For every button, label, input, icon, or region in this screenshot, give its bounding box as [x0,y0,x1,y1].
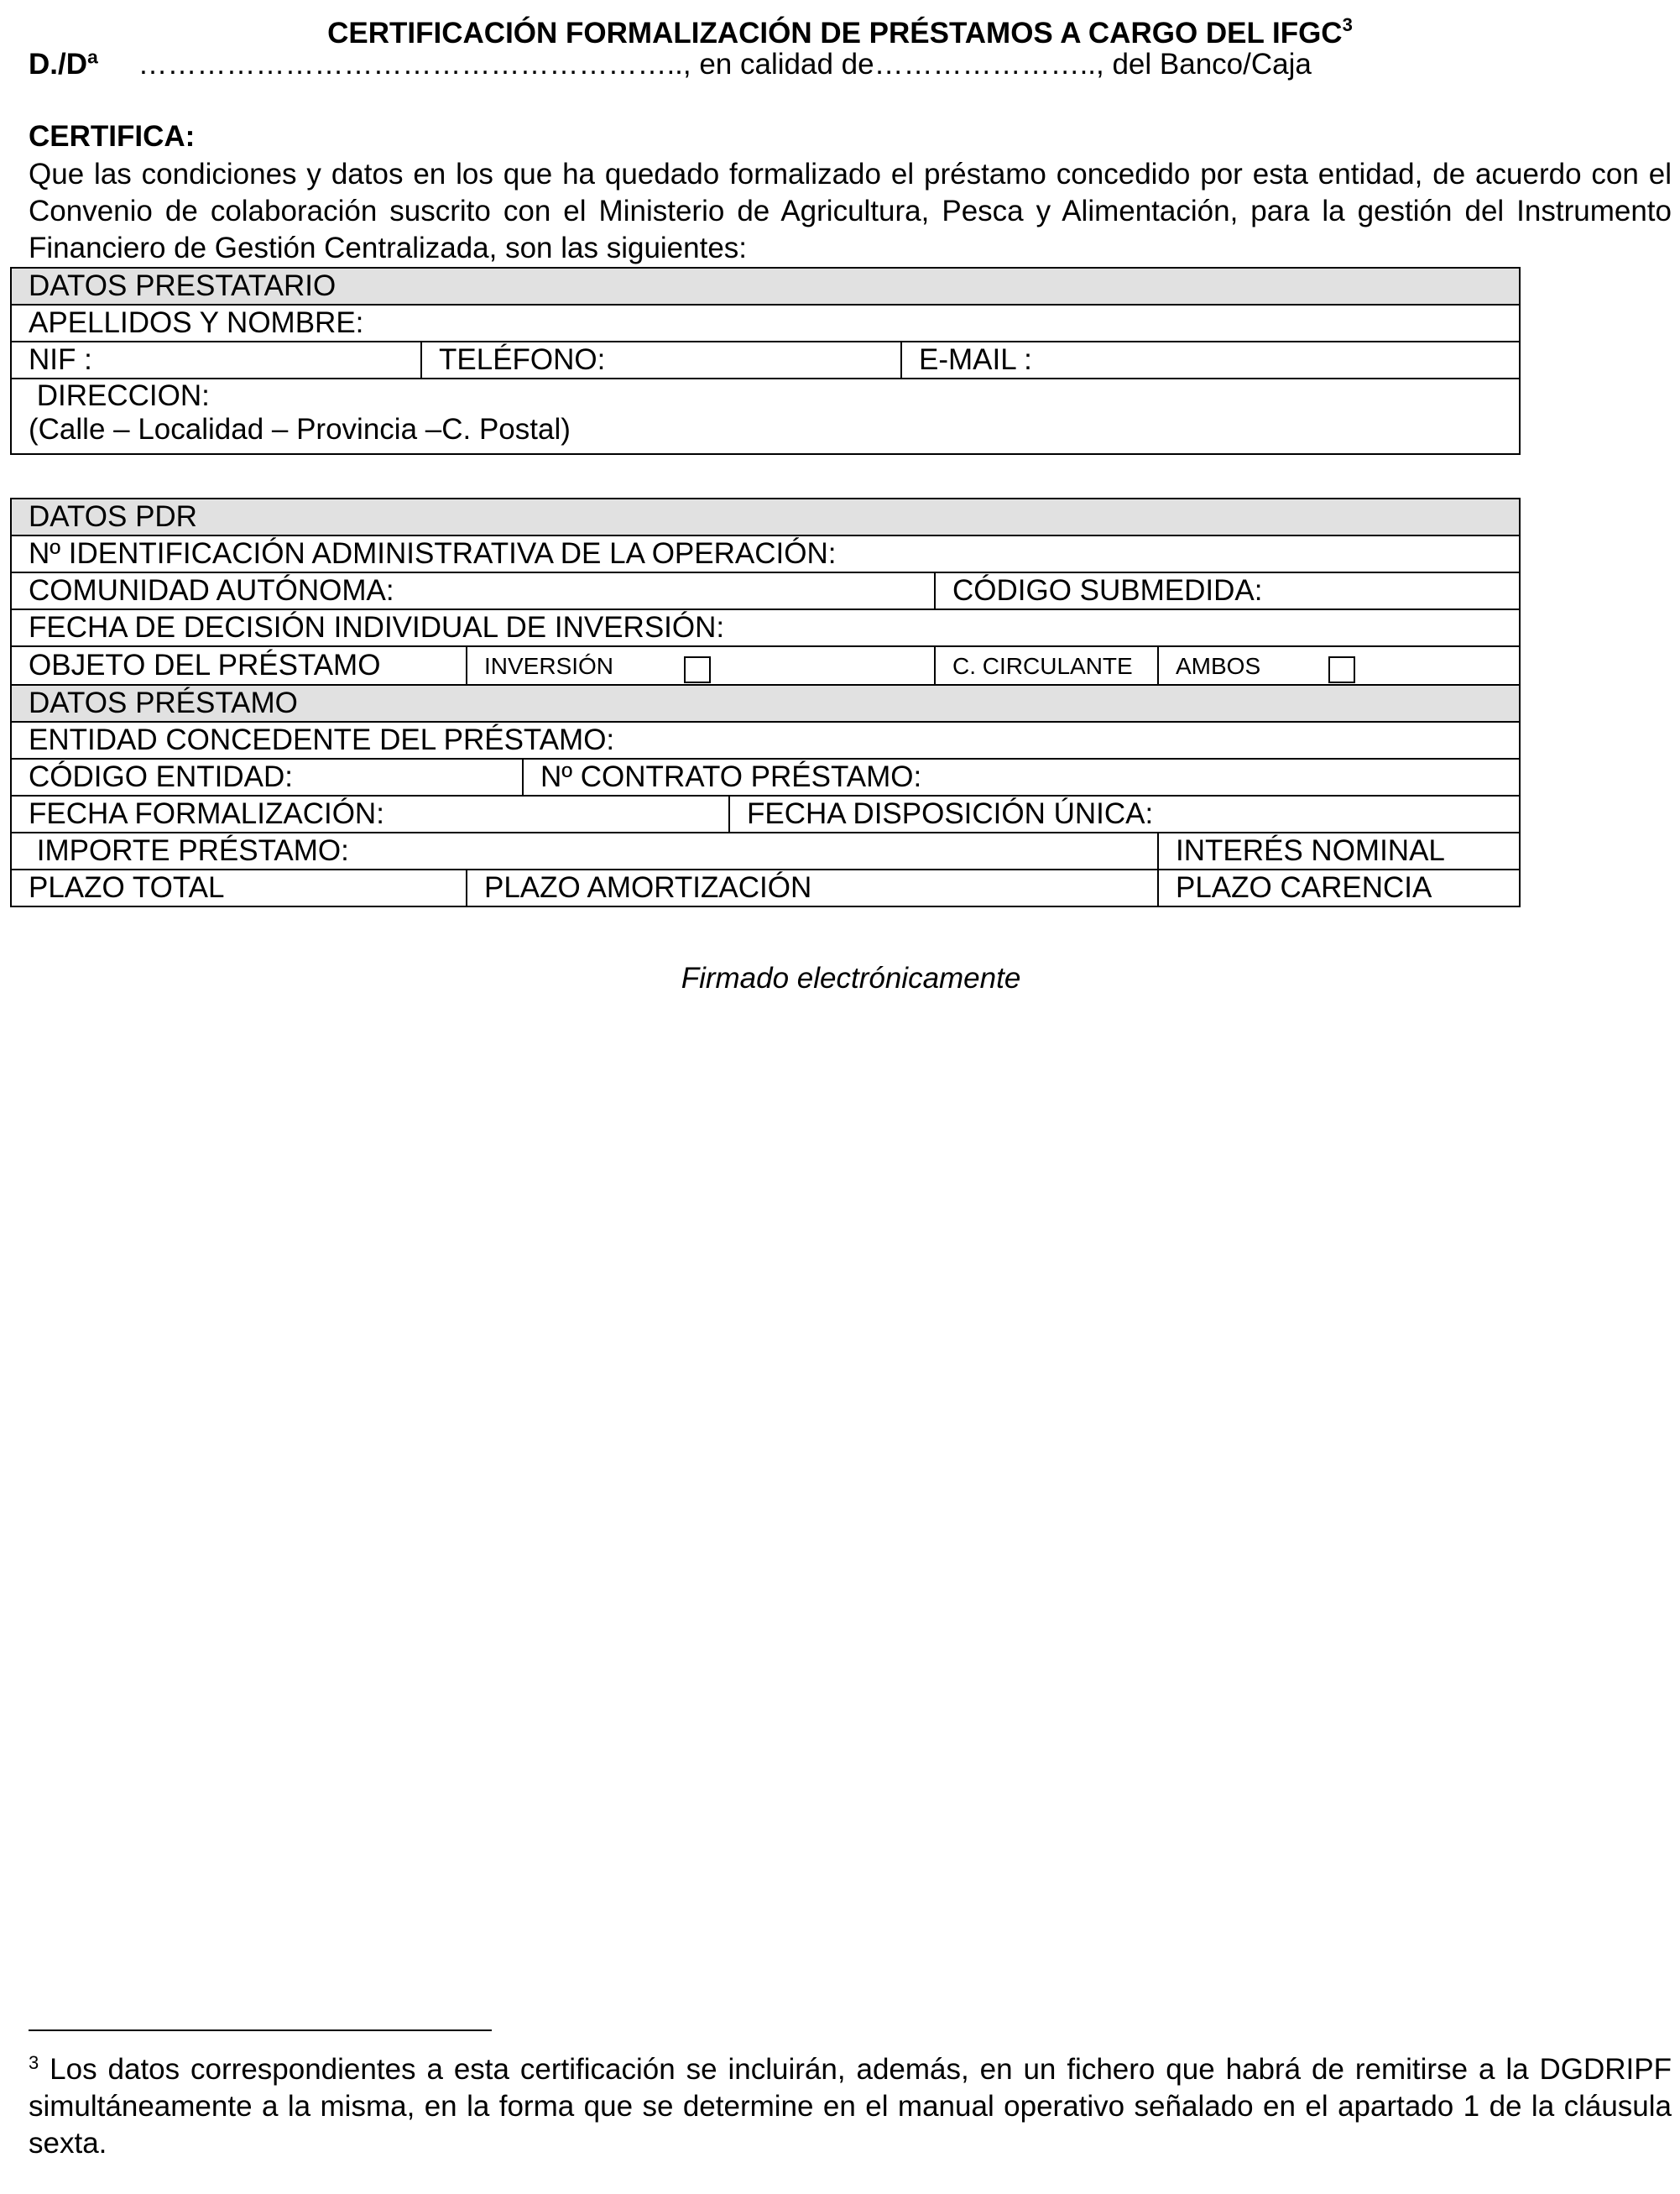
option-investment[interactable] [467,646,935,685]
entity-code-field[interactable]: CÓDIGO ENTIDAD: [11,759,523,796]
investment-checkbox[interactable] [684,656,711,683]
submeasure-field[interactable]: CÓDIGO SUBMEDIDA: [935,572,1520,609]
borrower-header: DATOS PRESTATARIO [11,268,1520,305]
option-working-capital[interactable] [935,646,1158,685]
phone-field[interactable]: TELÉFONO: [421,342,901,379]
signature-note: Firmado electrónicamente [681,962,1021,995]
footnote-mark: 3 [29,2052,39,2073]
borrower-name-field[interactable]: APELLIDOS Y NOMBRE: [11,305,1520,342]
document-title [0,8,1680,50]
capacity-text: , en calidad de [682,48,874,81]
investment-label: INVERSIÓN [484,653,614,679]
footnote [29,2045,1672,2162]
contract-number-field[interactable]: Nº CONTRATO PRÉSTAMO: [523,759,1520,796]
certifica-heading: CERTIFICA: [29,120,196,153]
declarant-name-blank[interactable]: ……………………………………………….. [138,48,683,81]
pdr-header: DATOS PDR [11,499,1520,535]
address-label: DIRECCION: [29,379,210,412]
declarant-role-blank[interactable]: ………………….. [874,48,1097,81]
loan-header: DATOS PRÉSTAMO [11,685,1520,722]
address-detail: (Calle – Localidad – Provincia –C. Postal) [29,413,571,446]
region-field[interactable]: COMUNIDAD AUTÓNOMA: [11,572,935,609]
title-text: CERTIFICACIÓN FORMALIZACIÓN DE PRÉSTAMOS A CARGO DEL IFGC [327,17,1343,50]
interest-field[interactable]: INTERÉS NOMINAL [1158,833,1520,870]
declarant-line [29,47,1312,82]
total-term-field[interactable]: PLAZO TOTAL [11,870,467,906]
loan-object-label: OBJETO DEL PRÉSTAMO [11,646,467,685]
granting-entity-field[interactable]: ENTIDAD CONCEDENTE DEL PRÉSTAMO: [11,722,1520,759]
footnote-text: Los datos correspondientes a esta certificación se incluirán, además, en un fichero que habrá de remitirse a la DGDRIPF simultáneamente a la misma, en la forma que se determine en el manual operativo señalado en el apartado 1 de la cláusula sexta. [29,2053,1672,2160]
disposal-date-field[interactable]: FECHA DISPOSICIÓN ÚNICA: [729,796,1520,833]
both-label: AMBOS [1176,653,1261,679]
working-capital-label: C. CIRCULANTE [952,653,1133,679]
pdr-loan-table [10,498,1521,907]
intro-paragraph: Que las condiciones y datos en los que ha quedado formalizado el préstamo concedido por esta entidad, de acuerdo con el Convenio de colaboración suscrito con el Ministerio de Agricultura, Pesca y Alimentación, para la gestión del Instrumento Financiero de Gestión Centralizada, son las siguientes: [29,158,1672,264]
nif-field[interactable]: NIF : [11,342,421,379]
grace-term-field[interactable]: PLAZO CARENCIA [1158,870,1520,906]
loan-amount-field[interactable]: IMPORTE PRÉSTAMO: [11,833,1158,870]
email-field[interactable]: E-MAIL : [901,342,1520,379]
title-footnote-ref: 3 [1342,14,1353,35]
amortization-term-field[interactable]: PLAZO AMORTIZACIÓN [467,870,1158,906]
footnote-divider [29,2029,492,2031]
borrower-table [10,267,1521,455]
both-checkbox[interactable] [1328,656,1355,683]
decision-date-field: FECHA DE DECISIÓN INDIVIDUAL DE INVERSIÓN: [11,609,1520,646]
bank-text: , del Banco/Caja [1096,48,1312,81]
address-field[interactable] [11,379,1520,454]
option-both[interactable] [1158,646,1520,685]
formalization-date-field[interactable]: FECHA FORMALIZACIÓN: [11,796,729,833]
operation-id-field[interactable]: Nº IDENTIFICACIÓN ADMINISTRATIVA DE LA OPERACIÓN: [11,535,1520,572]
declarant-label: D./Dª [29,48,98,81]
